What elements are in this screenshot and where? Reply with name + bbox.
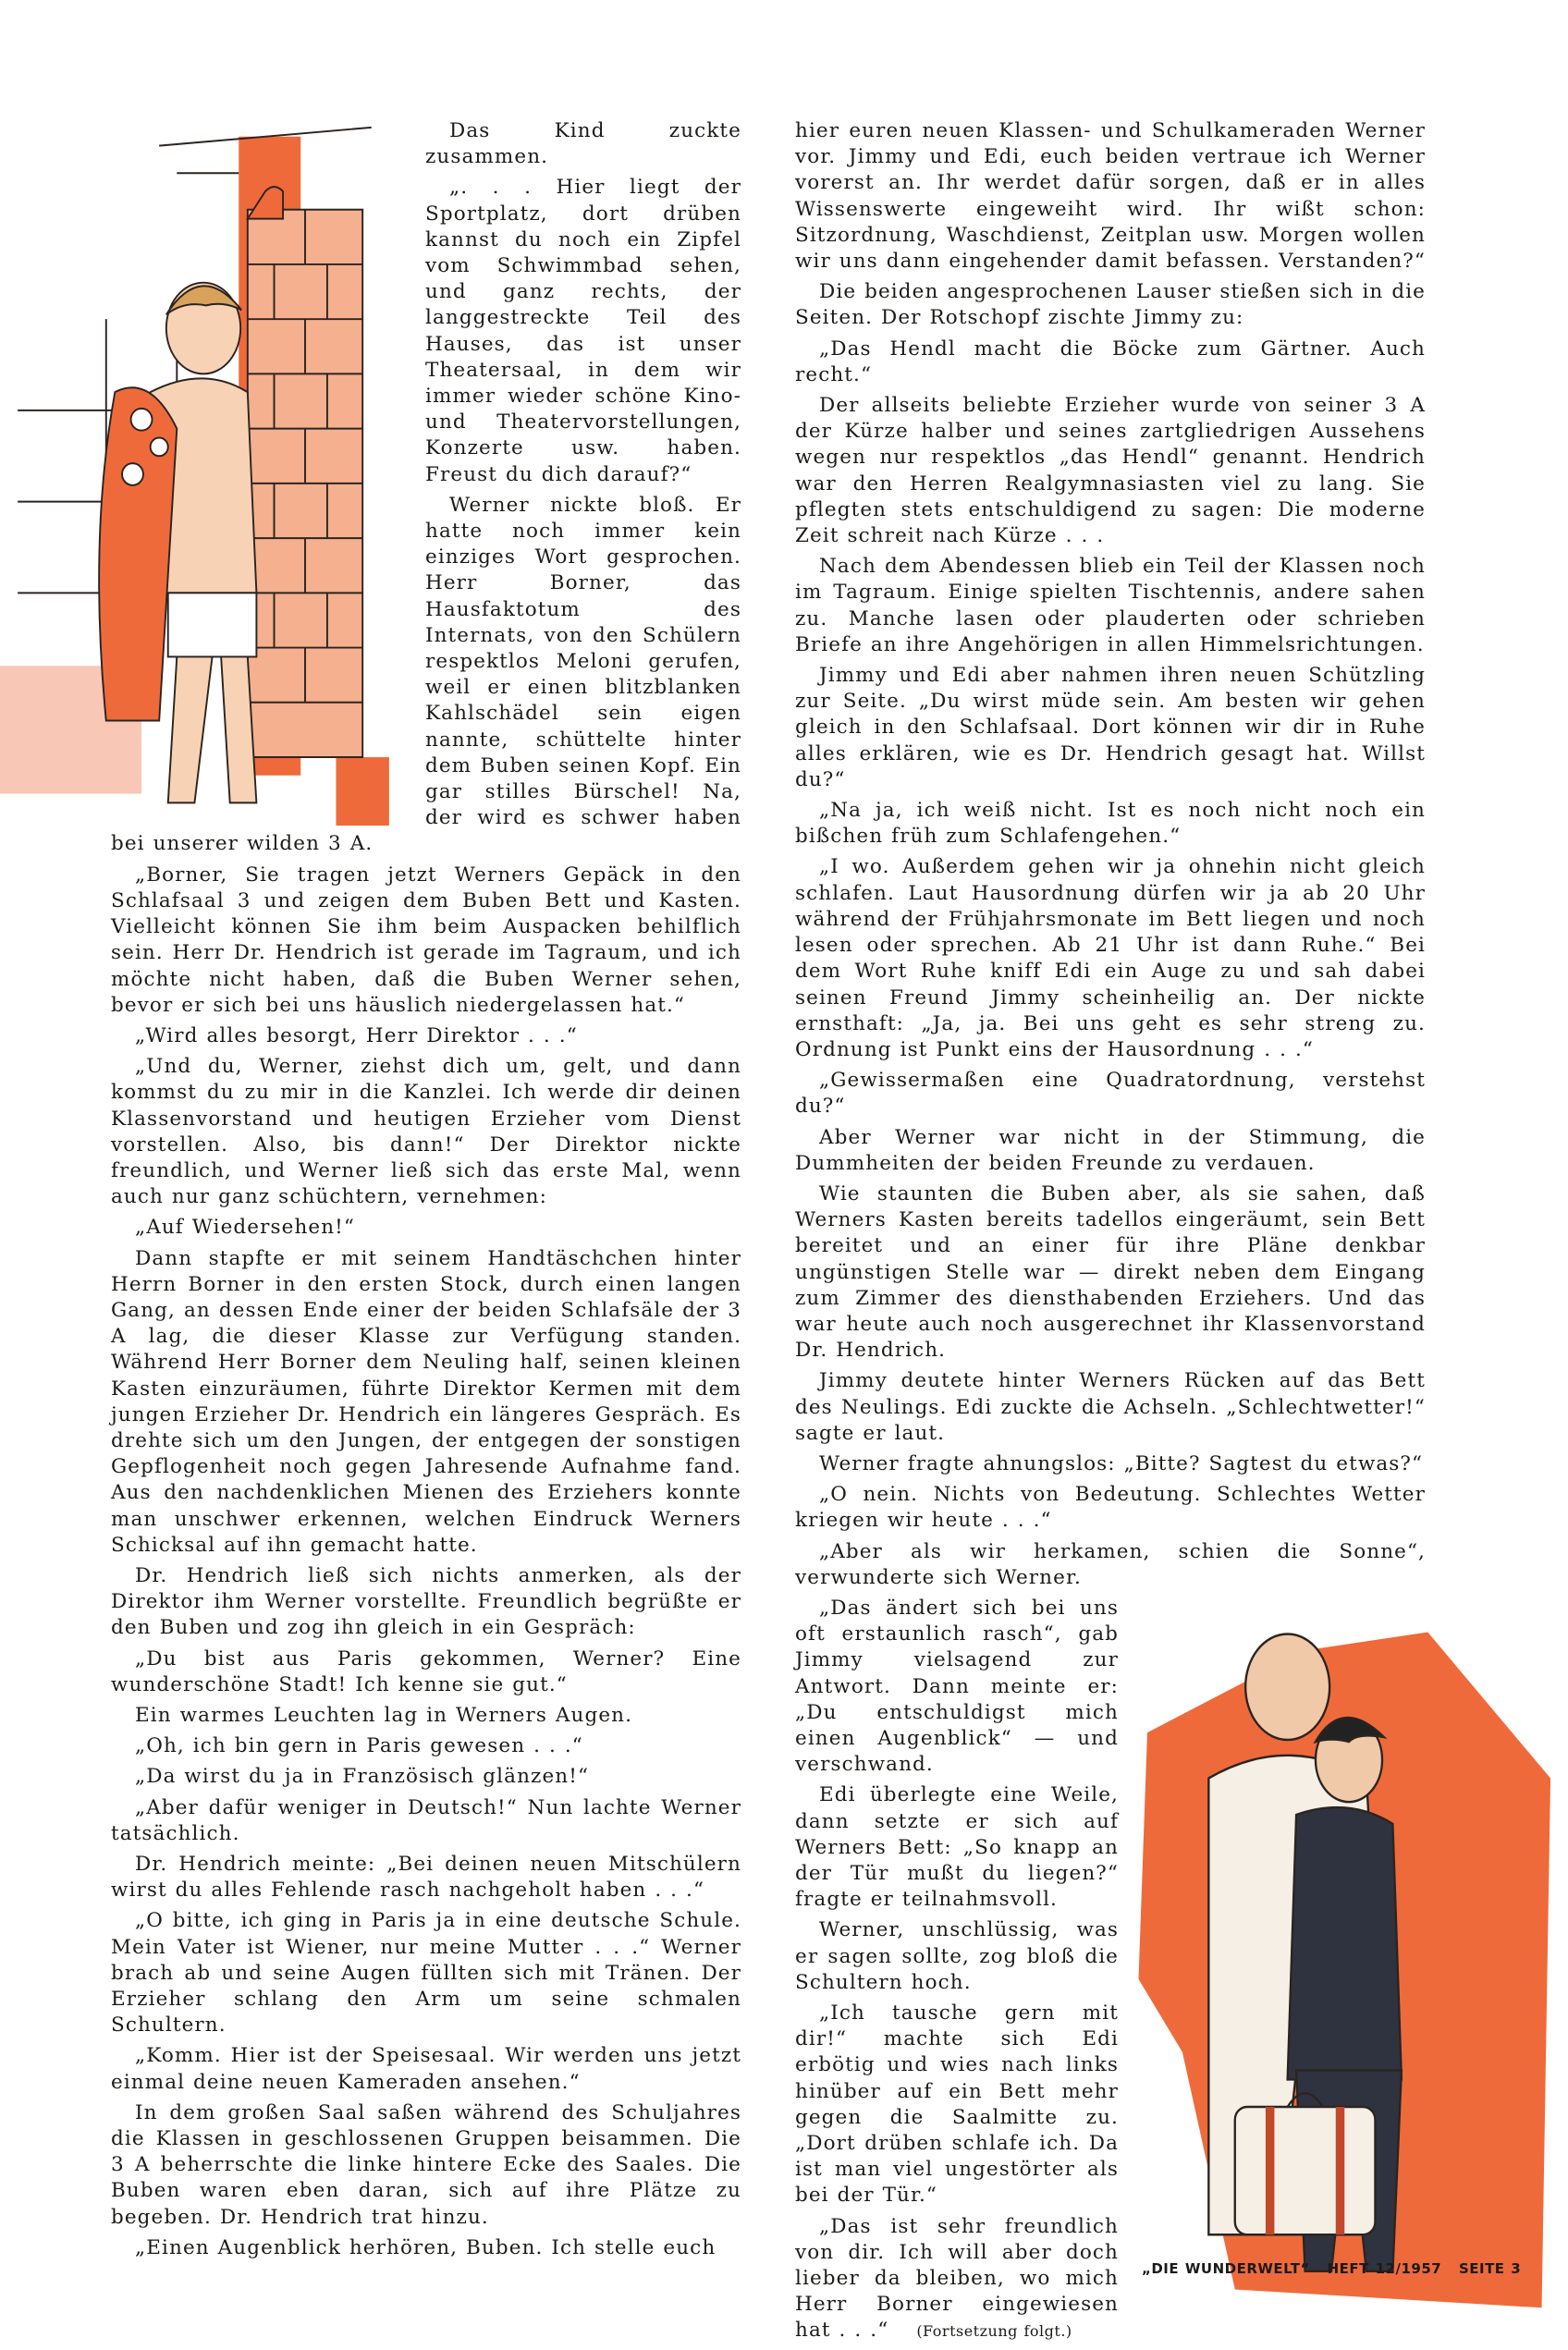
paragraph: „O nein. Nichts von Bedeutung. Schlechtes Wetter kriegen wir heute . . .“ (795, 1483, 1426, 1533)
paragraph: Das Kind zuckte zusammen. (425, 119, 741, 169)
text-column-right (795, 118, 1426, 2350)
paragraph: In dem großen Saal saßen während des Schuljahres die Klassen in geschlossenen Gruppen beisammen. Die 3 A beherrschte die linke hintere Ecke des Saales. Die Buben waren eben daran, sich auf ihre Plätze zu begeben. Dr. Hendrich trat hinzu. (111, 2100, 741, 2229)
paragraph: „Einen Augenblick herhören, Buben. Ich stelle euch (135, 2235, 717, 2259)
paragraph: hier euren neuen Klassen- und Schulkameraden Werner vor. Jimmy und Edi, euch beiden vertraue ich Werner vorerst an. Ihr werdet dafür sorgen, daß er in alles Wissenswerte eingeweiht wird. Ihr wißt schon: Sitzordnung, Waschdienst, Zeitplan usw. Morgen wollen wir uns dann eingehender damit befassen. Verstanden?“ (795, 119, 1426, 274)
paragraph: „Aber als wir herkamen, schien die Sonne“, verwunderte sich Werner. (795, 1539, 1426, 1589)
paragraph: Edi überlegte eine Weile, dann setzte er sich auf Werners Bett: „So knapp an der Tür mußt du liegen?“ fragte er teilnahmsvoll. (795, 1783, 1119, 1912)
page-number: SEITE 3 (1458, 2260, 1522, 2277)
paragraph: „Borner, Sie tragen jetzt Werners Gepäck in den Schlafsaal 3 und zeigen dem Buben Bett und Kasten. Vielleicht können Sie ihm beim Auspacken behilflich sein. Herr Dr. Hendrich ist gerade im Tagraum, und ich möchte nicht haben, daß die Buben Werner sehen, bevor er sich bei uns häuslich niedergelassen hat.“ (111, 863, 741, 1017)
text-column-left (111, 118, 741, 2266)
paragraph: Wie staunten die Buben aber, als sie sahen, daß Werners Kasten bereits tadellos eingeräumt, sein Bett bereitet und an einer für ihre Pläne denkbar ungünstigen Stelle war — direkt neben dem Eingang zum Zimmer des diensthabenden Erziehers. Und das war heute auch noch ausgerechnet ihr Klassenvorstand Dr. Hendrich. (795, 1181, 1426, 1363)
paragraph: „Na ja, ich weiß nicht. Ist es noch nicht noch ein bißchen früh zum Schlafengehen.“ (795, 799, 1426, 849)
paragraph: „O bitte, ich ging in Paris ja in eine deutsche Schule. Mein Vater ist Wiener, nur meine Mutter . . .“ Werner brach ab und seine Augen füllten sich mit Tränen. Der Erzieher schlang den Arm um seine schmalen Schultern. (111, 1909, 741, 2038)
paragraph: „Oh, ich bin gern in Paris gewesen . . .“ (135, 1734, 583, 1758)
paragraph: „I wo. Außerdem gehen wir ja ohnehin nicht gleich schlafen. Laut Hausordnung dürfen wir ja ab 20 Uhr während der Frühjahrsmonate im Bett liegen und noch lesen oder sprechen. Ab 21 Uhr ist dann Ruhe.“ Bei dem Wort Ruhe kniff Edi ein Auge zu und sah dabei seinen Freund Jimmy scheinheilig an. Der nickte ernsthaft: „Ja, ja. Bei uns geht es sehr streng zu. Ordnung ist Punkt eins der Hausordnung . . .“ (795, 855, 1426, 1061)
paragraph: Aber Werner war nicht in der Stimmung, die Dummheiten der beiden Freunde zu verdauen. (795, 1125, 1426, 1175)
paragraph: „Gewissermaßen eine Quadratordnung, verstehst du?“ (795, 1069, 1426, 1119)
boy-in-shower-illustration (0, 118, 407, 830)
paragraph: Jimmy und Edi aber nahmen ihren neuen Schützling zur Seite. „Du wirst müde sein. Am besten wir gehen gleich in den Schlafsaal. Dort können wir dir in Ruhe alles erklären, wie es Dr. Hendrich gesagt hat. Willst du?“ (795, 664, 1426, 791)
paragraph: „Aber dafür weniger in Deutsch!“ Nun lachte Werner tatsächlich. (111, 1795, 741, 1845)
paragraph-text: „Das ist sehr freundlich von dir. Ich will aber doch lieber da bleiben, wo mich Herr Borner eingewiesen hat . . .“ (795, 2214, 1119, 2343)
paragraph: „Auf Wiedersehen!“ (135, 1216, 355, 1240)
issue-number: HEFT 12/1957 (1327, 2260, 1442, 2277)
paragraph: Nach dem Abendessen blieb ein Teil der Klassen noch im Tagraum. Einige spielten Tischtennis, andere sahen zu. Manche lasen oder plauderten oder schrieben Briefe an ihre Angehörigen in allen Himmelsrichtungen. (795, 555, 1426, 656)
paragraph: Werner fragte ahnungslos: „Bitte? Sagtest du etwas?“ (819, 1451, 1424, 1475)
paragraph: „Du bist aus Paris gekommen, Werner? Eine wunderschöne Stadt! Ich kenne sie gut.“ (111, 1646, 741, 1696)
paragraph: „Komm. Hier ist der Speisesaal. Wir werden uns jetzt einmal deine neuen Kameraden ansehen.“ (111, 2044, 741, 2094)
paragraph: „Und du, Werner, ziehst dich um, gelt, und dann kommst du zu mir in die Kanzlei. Ich werde dir deinen Klassenvorstand und heutigen Erzieher vom Dienst vorstellen. Also, bis dann!“ Der Direktor nickte freundlich, und Werner ließ sich das erste Mal, wenn auch nur ganz schüchtern, vernehmen: (111, 1055, 741, 1209)
paragraph: „. . . Hier liegt der Sportplatz, dort drüben kannst du noch ein Zipfel vom Schwimmbad sehen, und ganz rechts, der langgestreckte Teil des Hauses, das ist unser Theatersaal, in dem wir immer wieder schöne Kino- und Theatervorstellungen, Konzerte usw. haben. Freust du dich darauf?“ (425, 176, 741, 486)
page-footer (1142, 2256, 1532, 2282)
paragraph: Ein warmes Leuchten lag in Werners Augen. (135, 1703, 633, 1727)
paragraph: „Das ändert sich bei uns oft erstaunlich rasch“, gab Jimmy vielsagend zur Antwort. Dann meinte er: „Du entschuldigst mich einen Augenblick“ — und verschwand. (795, 1596, 1119, 1777)
paragraph: Werner nickte bloß. Er hatte noch immer kein einziges Wort gesprochen. Herr Borner, das Hausfaktotum des Internats, von den Schülern respektlos Meloni gerufen, weil er einen blitzblanken Kahlschädel sein eigen nannte, schüttelte hinter dem Buben seinen Kopf. Ein gar stilles Bürschel! Na, der wird es schwer haben bei unserer wilden 3 A. (111, 493, 741, 856)
paragraph: Der allseits beliebte Erzieher wurde von seiner 3 A der Kürze halber und seines zartgliedrigen Aussehens wegen nur respektlos „das Hendl“ genannt. Hendrich war den Herren Realgymnasiasten viel zu lang. Sie pflegten stets entschuldigend zu sagen: Die moderne Zeit schreit nach Kürze . . . (795, 394, 1426, 548)
paragraph: „Da wirst du ja in Französisch glänzen!“ (135, 1765, 590, 1789)
continued-note: (Fortsetzung folgt.) (916, 2322, 1072, 2341)
illustration-teacher-and-boy (1130, 1596, 1568, 2326)
paragraph: Werner, unschlüssig, was er sagen sollte, zog bloß die Schultern hoch. (795, 1918, 1119, 1994)
paragraph: Dann stapfte er mit seinem Handtäschchen hinter Herrn Borner in den ersten Stock, durch einen langen Gang, an dessen Ende einer der beiden Schlafsäle der 3 A lag, die dieser Klasse zur Verfügung standen. Während Herr Borner dem Neuling half, seinen kleinen Kasten einzuräumen, führte Direktor Kermen mit dem jungen Erzieher Dr. Hendrich ein längeres Gespräch. Es drehte sich um den Jungen, der entgegen der sonstigen Gepflogenheit noch gegen Jahresende Aufnahme fand. Aus den nachdenklichen Mienen des Erziehers konnte man unschwer erkennen, welchen Eindruck Werners Schicksal auf ihn gemacht hatte. (111, 1246, 741, 1557)
paragraph: Dr. Hendrich ließ sich nichts anmerken, als der Direktor ihm Werner vorstellte. Freundlich begrüßte er den Buben und zog ihn gleich in ein Gespräch: (111, 1563, 741, 1640)
paragraph: „Das Hendl macht die Böcke zum Gärtner. Auch recht.“ (795, 337, 1426, 386)
paragraph: Jimmy deutete hinter Werners Rücken auf das Bett des Neulings. Edi zuckte die Achseln. „Schlechtwetter!“ sagte er laut. (795, 1369, 1426, 1445)
paragraph: „Wird alles besorgt, Herr Direktor . . .“ (135, 1023, 578, 1047)
illustration-boy-shower (0, 118, 425, 830)
paragraph: Die beiden angesprochenen Lauser stießen sich in die Seiten. Der Rotschopf zischte Jimmy zu: (795, 280, 1426, 330)
paragraph: „Ich tausche gern mit dir!“ machte sich Edi erbötig und wies nach links hinüber auf ein Bett mehr gegen die Saalmitte zu. „Dort drüben schlafe ich. Da ist man viel ungestörter als bei der Tür.“ (795, 2001, 1119, 2208)
magazine-name: „DIE WUNDERWELT“ (1142, 2260, 1310, 2277)
teacher-and-boy-with-suitcase-illustration (1130, 1596, 1568, 2326)
paragraph: Dr. Hendrich meinte: „Bei deinen neuen Mitschülern wirst du alles Fehlende rasch nachgeholt haben . . .“ (111, 1853, 741, 1903)
